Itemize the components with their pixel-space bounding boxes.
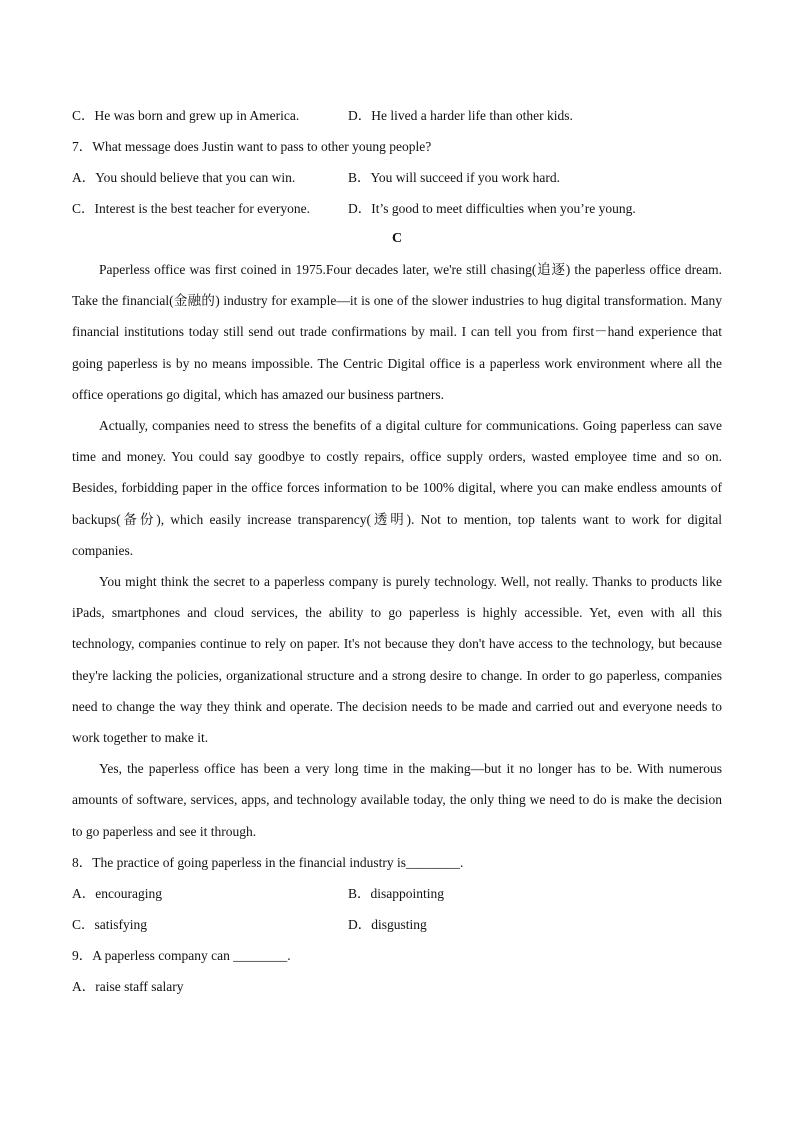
q6-options-row-cd xyxy=(72,100,722,131)
q7-option-c[interactable]: C．Interest is the best teacher for everyone. xyxy=(72,201,311,216)
q7-options-row-ab xyxy=(72,162,722,193)
passage-paragraph-2 xyxy=(72,410,722,566)
q8-option-d[interactable]: D．disgusting xyxy=(348,916,427,932)
q8-question: 8．The practice of going paperless in the financial industry is________. xyxy=(72,854,464,870)
q8-option-b[interactable]: B．disappointing xyxy=(348,885,445,901)
q7-question: 7．What message does Justin want to pass to other young people? xyxy=(72,139,432,154)
passage-paragraph-3-text: You might think the secret to a paperless company is purely technology. Well, not really. Thanks to products like iPads, smartphones and cloud services, the ability to go paperless is highly accessible. Yet, even with all this technology, companies continue to rely on paper. It's not because they don't have access to the technology, but because they're lacking the policies, organizational structure and a strong desire to change. In order to go paperless, companies need to change the way they think and operate. The decision needs to be made and carried out and everyone needs to work together to make it. xyxy=(72,574,722,746)
q7-options-row-cd xyxy=(72,193,722,224)
q8-option-a[interactable]: A．encouraging xyxy=(72,885,162,901)
q6-option-d[interactable]: D．He lived a harder life than other kids. xyxy=(348,108,573,123)
passage-paragraph-1 xyxy=(72,254,722,410)
q6-option-c[interactable]: C．He was born and grew up in America. xyxy=(72,108,300,123)
q8-option-c[interactable]: C．satisfying xyxy=(72,916,148,932)
passage-paragraph-2-text: Actually, companies need to stress the benefits of a digital culture for communications. Going paperless can save time and money. You could say goodbye to costly repairs, office supply orders, wasted employee time and so on. Besides, forbidding paper in the office forces information to be 100% digital, where you can make endless amounts of backups(备份), which easily increase transparency(透明). Not to mention, top talents want to work for digital companies. xyxy=(72,418,722,558)
passage-paragraph-4-text: Yes, the paperless office has been a very long time in the making—but it no longer has to be. With numerous amounts of software, services, apps, and technology available today, the only thing we need to do is make the decision to go paperless and see it through. xyxy=(72,761,722,839)
q8-options-row-cd xyxy=(72,909,722,940)
passage-paragraph-4 xyxy=(72,753,722,847)
q9-question: 9．A paperless company can ________. xyxy=(72,947,291,963)
q7-option-b[interactable]: B．You will succeed if you work hard. xyxy=(348,170,560,185)
passage-paragraph-1-text: Paperless office was first coined in 1975.Four decades later, we're still chasing(追逐) the paperless office dream. Take the financial(金融的) industry for example—it is one of the slower industries to hug digital transformation. Many financial institutions today still send out trade confirmations by mail. I can tell you from first－hand experience that going paperless is by no means impossible. The Centric Digital office is a paperless work environment where all the office operations go digital, which has amazed our business partners. xyxy=(72,262,722,402)
q7-option-d[interactable]: D．It’s good to meet difficulties when you’re young. xyxy=(348,201,636,216)
document-page xyxy=(72,100,722,1002)
q8-options-row-ab xyxy=(72,878,722,909)
passage-paragraph-3 xyxy=(72,566,722,753)
q7-option-a[interactable]: A．You should believe that you can win. xyxy=(72,170,296,185)
section-title: C xyxy=(391,231,403,246)
q9-option-a[interactable]: A．raise staff salary xyxy=(72,978,184,994)
